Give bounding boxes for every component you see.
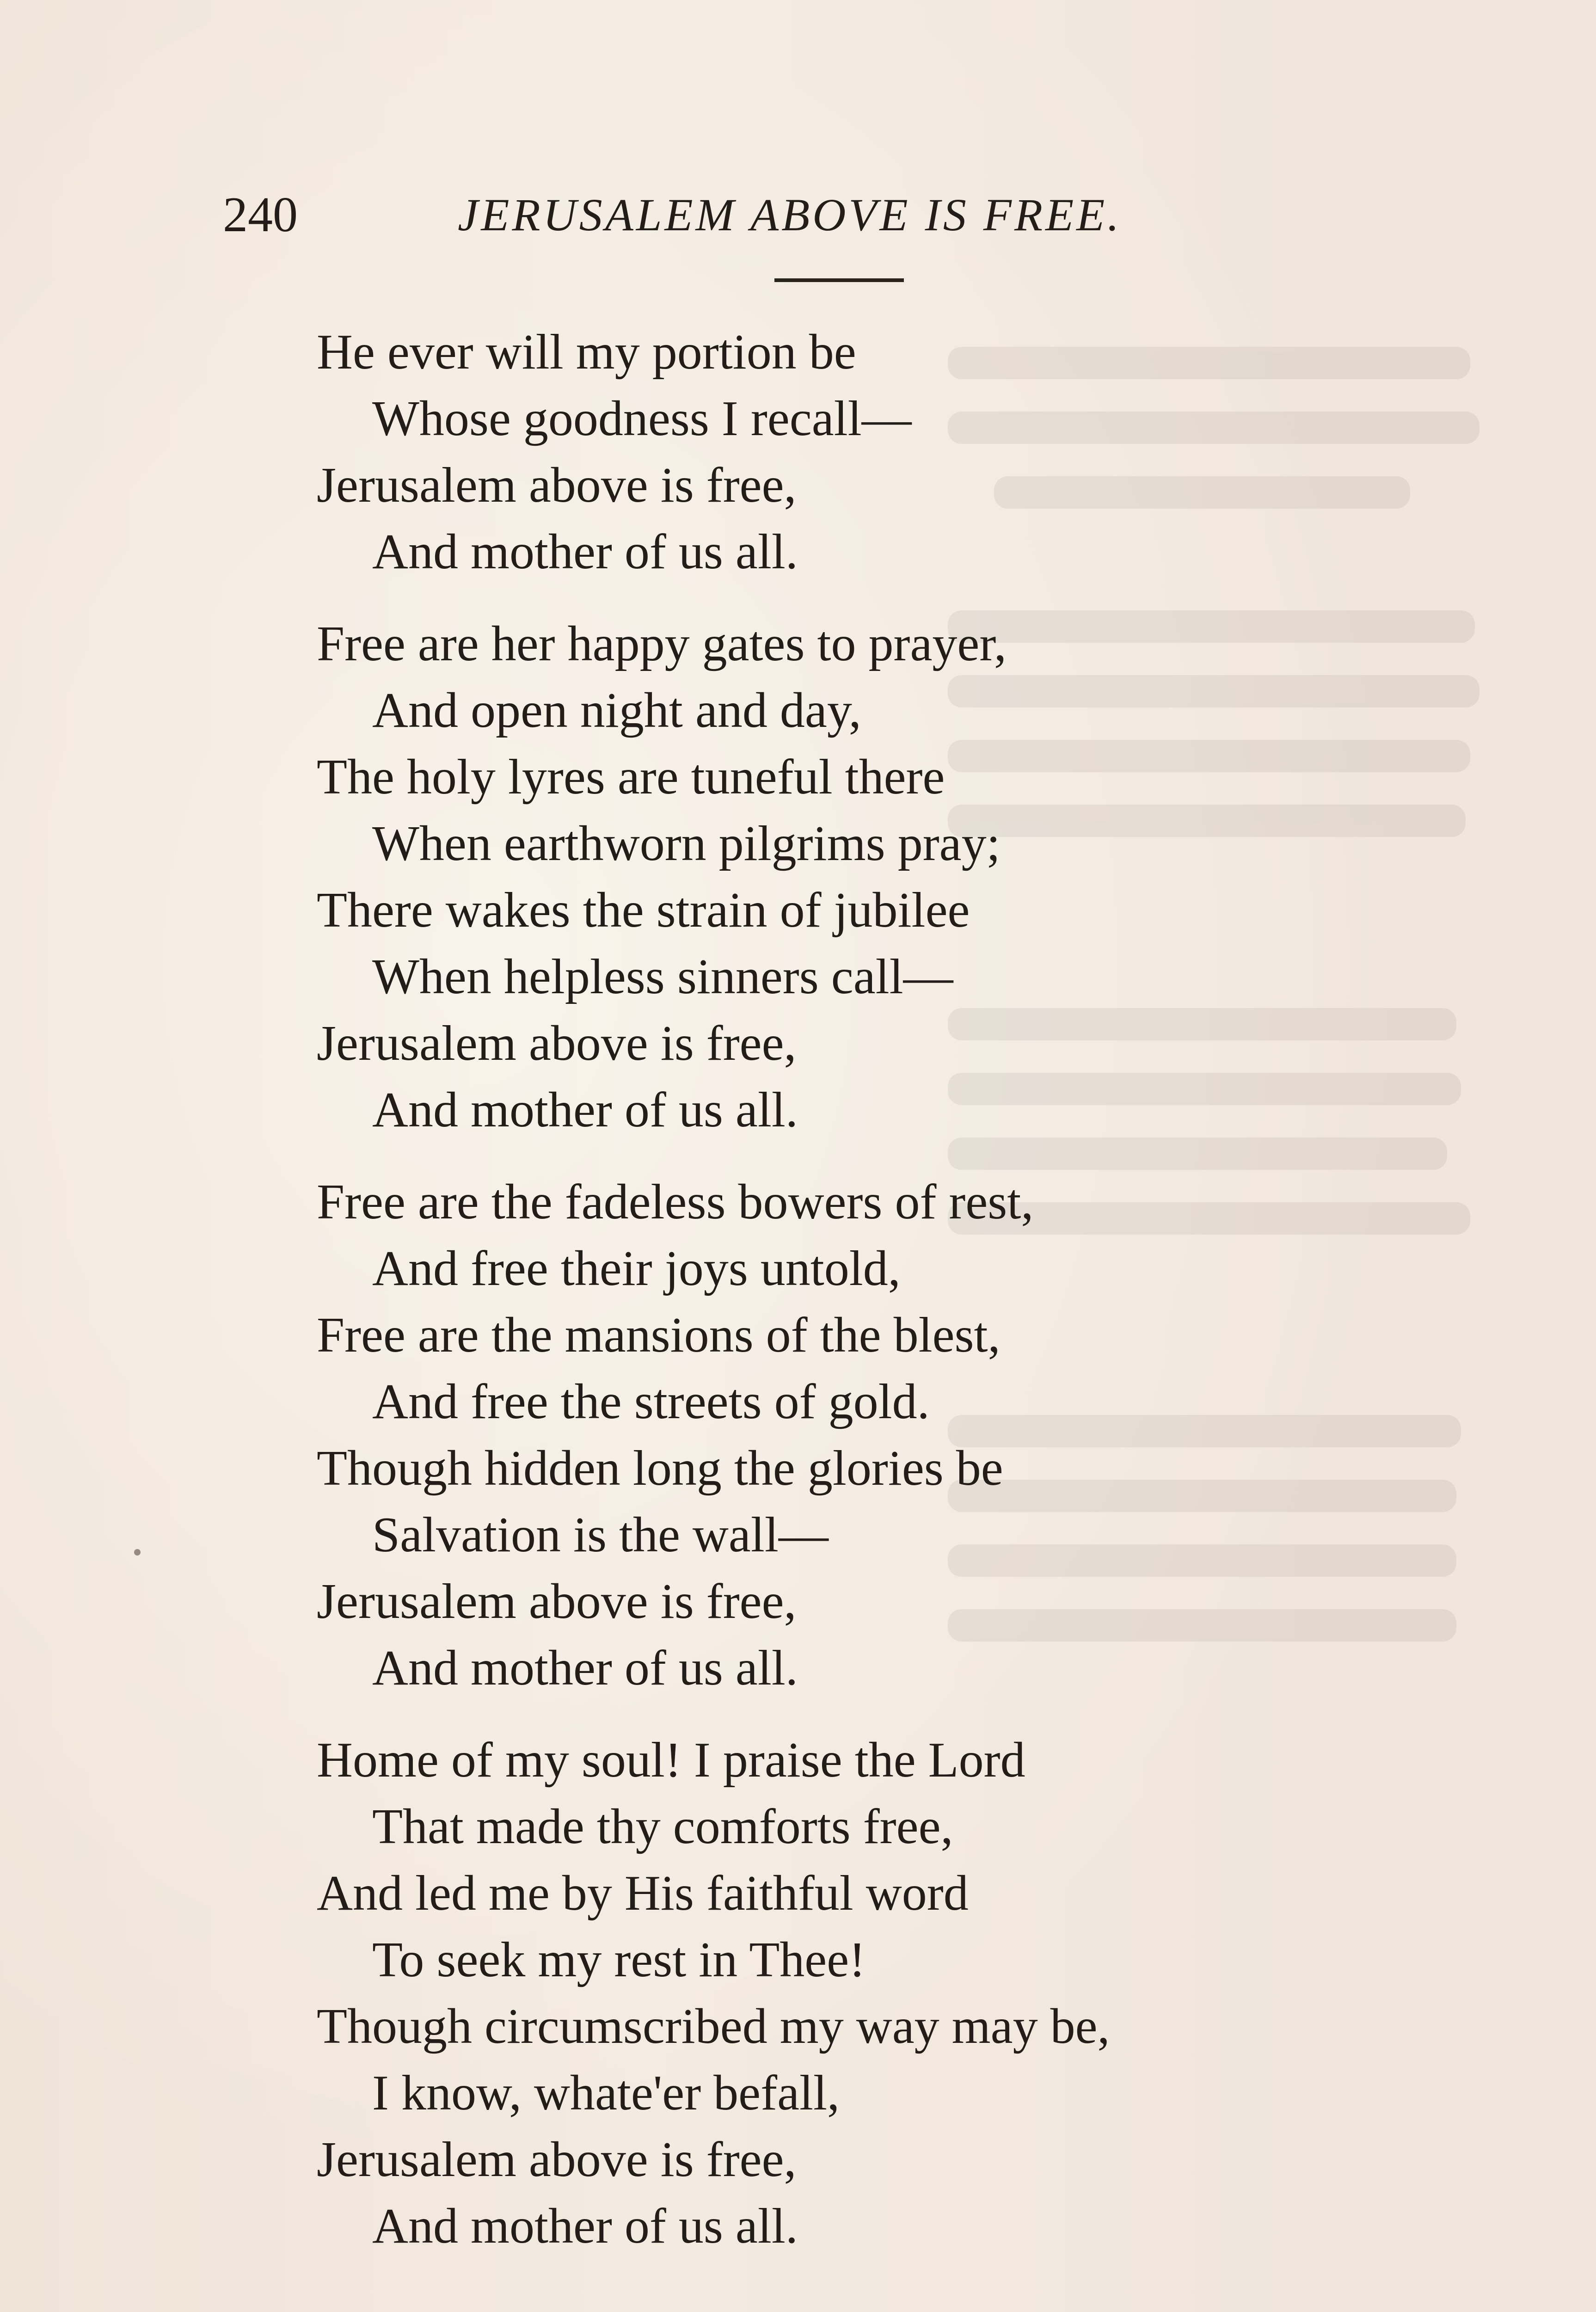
paper-speck bbox=[134, 1549, 141, 1556]
poem-line: There wakes the strain of jubilee bbox=[317, 883, 970, 938]
poem-line: Jerusalem above is free, bbox=[317, 458, 797, 513]
poem-line: And mother of us all. bbox=[372, 524, 798, 579]
poem-line: Home of my soul! I praise the Lord bbox=[317, 1733, 1025, 1788]
poem-line: Jerusalem above is free, bbox=[317, 1016, 797, 1071]
page-number: 240 bbox=[223, 187, 298, 242]
poem-line: And led me by His faithful word bbox=[317, 1866, 969, 1921]
poem-line: Though circumscribed my way may be, bbox=[317, 1999, 1110, 2054]
poem-line: Salvation is the wall— bbox=[372, 1507, 829, 1562]
poem bbox=[317, 319, 1334, 2285]
poem-line: And open night and day, bbox=[372, 683, 861, 738]
poem-line: Free are the fadeless bowers of rest, bbox=[317, 1174, 1034, 1230]
page-header bbox=[217, 183, 1271, 247]
poem-line: Whose goodness I recall— bbox=[372, 391, 912, 446]
poem-line: And mother of us all. bbox=[372, 1082, 798, 1138]
poem-line: Free are her happy gates to prayer, bbox=[317, 616, 1007, 671]
poem-line: Free are the mansions of the blest, bbox=[317, 1308, 1001, 1363]
poem-line: He ever will my portion be bbox=[317, 325, 856, 380]
poem-line: Though hidden long the glories be bbox=[317, 1441, 1003, 1496]
running-head: JERUSALEM ABOVE IS FREE. bbox=[458, 189, 1122, 240]
poem-line: The holy lyres are tuneful there bbox=[317, 750, 945, 805]
stanza bbox=[317, 1727, 1334, 2260]
poem-line: Jerusalem above is free, bbox=[317, 1574, 797, 1629]
poem-line: And mother of us all. bbox=[372, 1641, 798, 1696]
poem-line: To seek my rest in Thee! bbox=[372, 1932, 866, 1987]
stanza bbox=[317, 319, 1334, 585]
stanza bbox=[317, 611, 1334, 1144]
poem-line: And mother of us all. bbox=[372, 2199, 798, 2254]
poem-line: When earthworn pilgrims pray; bbox=[372, 816, 1001, 871]
poem-line: I know, whate'er befall, bbox=[372, 2066, 840, 2121]
poem-line: That made thy comforts free, bbox=[372, 1799, 953, 1854]
poem-line: And free the streets of gold. bbox=[372, 1374, 930, 1429]
poem-line: When helpless sinners call— bbox=[372, 949, 953, 1004]
title-rule bbox=[774, 278, 904, 282]
poem-line: And free their joys untold, bbox=[372, 1241, 901, 1296]
stanza bbox=[317, 1169, 1334, 1702]
poem-line: Jerusalem above is free, bbox=[317, 2132, 797, 2187]
